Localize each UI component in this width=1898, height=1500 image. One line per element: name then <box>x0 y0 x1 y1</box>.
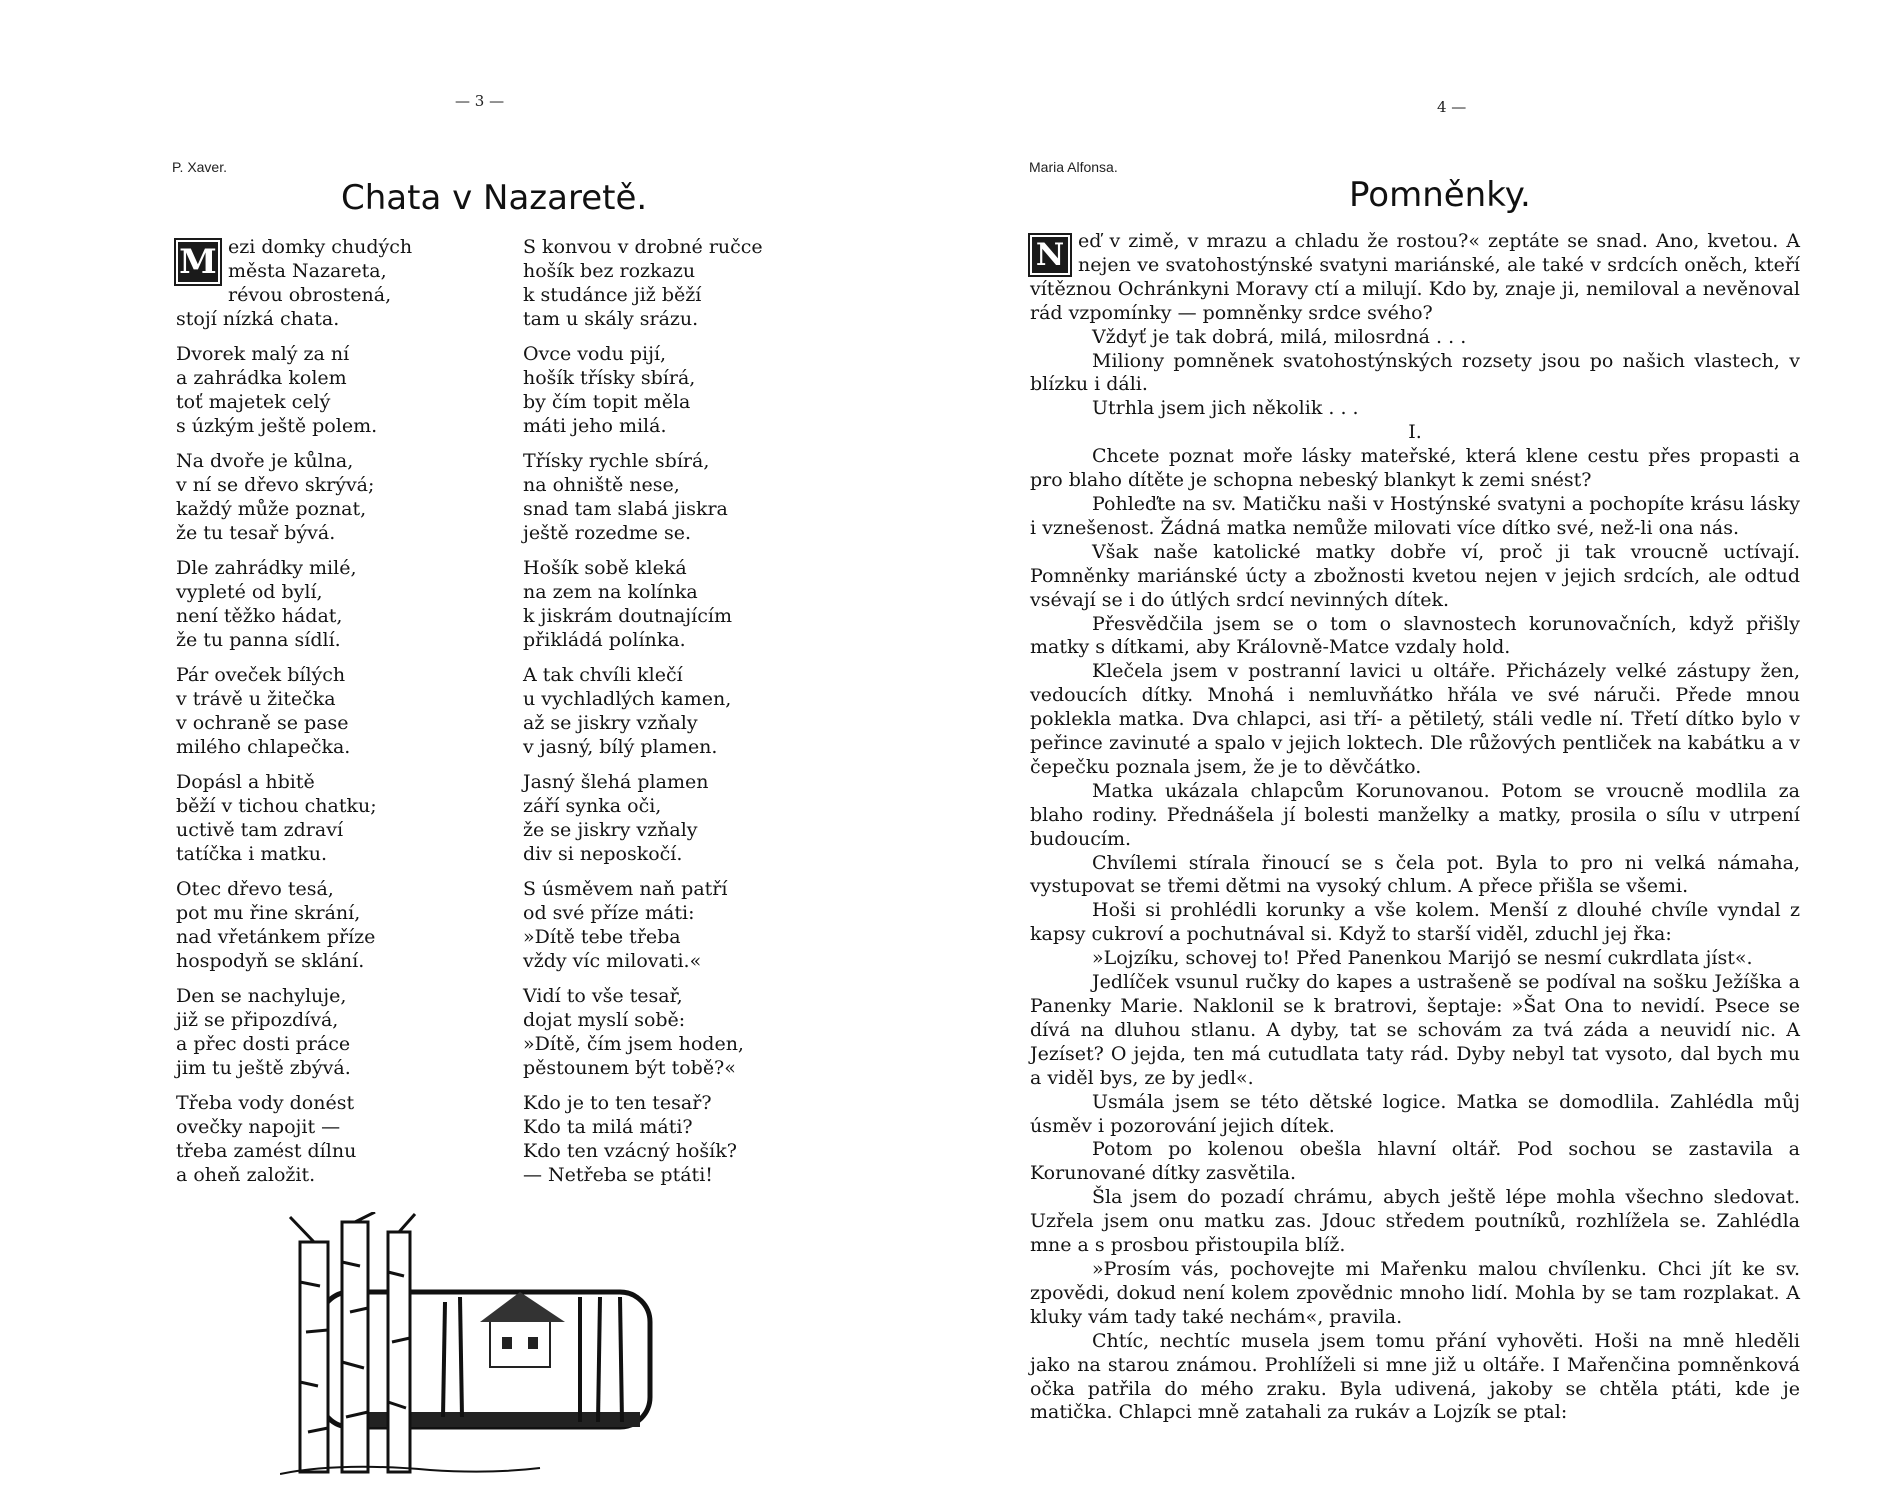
paragraph: »Prosím vás, pochovejte mi Mařenku malou chvílenku. Chci jít ke sv. zpovědi, dokud není kolem zpovědnic mnoho lidí. Mohla by se tam rozplakat. A kluky vám tady také nechám«, pravila. <box>1030 1257 1800 1328</box>
stanza <box>176 235 466 331</box>
poem-line: Na dvoře je kůlna, <box>176 450 354 472</box>
poem-line: nad vřetánkem příze <box>176 926 376 948</box>
poem-line: až se jiskry vzňaly <box>523 712 698 734</box>
poem-line: není těžko hádat, <box>176 605 343 627</box>
right-page <box>949 0 1898 1500</box>
poem-line: a oheň založit. <box>176 1164 316 1186</box>
paragraph: Chtíc, nechtíc musela jsem tomu přání vyhověti. Hoši na mně hleděli jako na starou známou. Prohlíželi si mne již u oltáře. I Mařenčina pomněnková očka patřila do mého zraku. Byla udivená, jakoby se chtěla ptáti, kde je matička. Chlapci mně zatahali za rukáv a Lojzík se ptal: <box>1030 1329 1800 1424</box>
poem-line: div si neposkočí. <box>523 843 683 865</box>
poem-line: a přec dosti práce <box>176 1033 351 1055</box>
poem-line: ezi domky chudých <box>228 236 413 258</box>
paragraph: Pohleďte na sv. Matičku naši v Hostýnské svatyni a pochopíte krásu lásky i vznešenost. Žádná matka nemůže milovati více dítko své, než-li ona nás. <box>1030 492 1800 539</box>
paragraph: Usmála jsem se této dětské logice. Matka se domodlila. Zahlédla můj úsměv i pozorování jejich dítek. <box>1030 1090 1800 1137</box>
stanza <box>523 342 813 438</box>
stanza <box>523 449 813 545</box>
stanza <box>523 1091 813 1187</box>
drop-cap-n: N <box>1028 233 1072 277</box>
poem-line: Kdo je to ten tesař? <box>523 1092 712 1114</box>
poem-line: hospodyň se sklání. <box>176 950 365 972</box>
stanza <box>523 984 813 1080</box>
poem-line: hošík třísky sbírá, <box>523 367 696 389</box>
poem-line: pot mu řine skrání, <box>176 902 361 924</box>
stanza <box>176 770 466 866</box>
poem-line: snad tam slabá jiskra <box>523 498 728 520</box>
stanza <box>176 1091 466 1187</box>
poem-line: uctivě tam zdraví <box>176 819 344 841</box>
poem-line: září synka oči, <box>523 795 662 817</box>
page-number-right: 4 — <box>1437 98 1467 116</box>
poem-line: přikládá polínka. <box>523 629 686 651</box>
poem-line: Otec dřevo tesá, <box>176 878 334 900</box>
poem-line: S konvou v drobné ručce <box>523 236 763 258</box>
paragraph: Klečela jsem v postranní lavici u oltáře. Přicházely velké zástupy žen, vedoucích dítky. Mnohá i nemluvňátko hřála ve své náruči. Přede mnou poklekla matka. Dva chlapci, asi tří- a pětiletý, stáli vedle ní. Třetí dítko bylo v peřince zavinuté a spalo v jejich loktech. Dle růžových pentliček na kabátku a v čepečku poznala jsem, že je to děvčátko. <box>1030 660 1800 778</box>
poem-line: — Netřeba se ptáti! <box>523 1164 713 1186</box>
poem-line: k studánce již běží <box>523 284 702 306</box>
poem-line: A tak chvíli klečí <box>523 664 683 686</box>
poem-line: hošík bez rozkazu <box>523 260 696 282</box>
paragraph: Utrhla jsem jich několik . . . <box>1092 397 1359 420</box>
forest-cottage-illustration <box>280 1212 700 1480</box>
poem-column-2 <box>523 235 813 1198</box>
poem-line: ještě rozedme se. <box>523 522 692 544</box>
poem-line: toť majetek celý <box>176 391 331 413</box>
poem-line: milého chlapečka. <box>176 736 351 758</box>
paragraph: »Lojzíku, schovej to! Před Panenkou Marijó se nesmí cukrdlata jíst«. <box>1092 947 1753 970</box>
poem-line: Hošík sobě kleká <box>523 557 687 579</box>
paragraph: Matka ukázala chlapcům Korunovanou. Potom se vroucně modlila za blaho rodiny. Přednášela jí bolesti manželky a matky, prosila o sílu v utrpení budoucím. <box>1030 779 1800 850</box>
poem-line: města Nazareta, <box>228 260 387 282</box>
poem-line: Třísky rychle sbírá, <box>523 450 710 472</box>
paragraph: Chcete poznat moře lásky mateřské, která klene cestu přes propasti a pro blaho dítěte je schopna nebeský blankyt k zemi snést? <box>1030 445 1800 492</box>
author-left: P. Xaver. <box>172 159 228 175</box>
poem-line: že tu panna sídlí. <box>176 629 341 651</box>
poem-line: Dopásl a hbitě <box>176 771 315 793</box>
stanza <box>523 556 813 652</box>
poem-line: Kdo ta milá máti? <box>523 1116 693 1138</box>
paragraph: Potom po kolenou obešla hlavní oltář. Pod sochou se zastavila a Korunované dítky zasvětila. <box>1030 1138 1800 1185</box>
poem-column-1 <box>176 235 466 1198</box>
poem-line: jim tu ještě zbývá. <box>176 1057 351 1079</box>
poem-line: Dvorek malý za ní <box>176 343 350 365</box>
poem-line: Vidí to vše tesař, <box>523 985 683 1007</box>
stanza <box>523 235 813 331</box>
poem-line: vždy víc milovati.« <box>523 950 702 972</box>
poem-line: že tu tesař bývá. <box>176 522 336 544</box>
poem-line: máti jeho milá. <box>523 415 667 437</box>
poem-title: Chata v Nazaretě. <box>341 178 648 218</box>
poem-line: již se připozdívá, <box>176 1009 339 1031</box>
paragraph: Přesvědčila jsem se o tom o slavnostech korunovačních, když přišly matky s dítkami, aby Královně-Matce vzdaly hold. <box>1030 612 1800 659</box>
prose-title: Pomněnky. <box>1349 175 1531 215</box>
poem-line: Jasný šlehá plamen <box>523 771 709 793</box>
poem-line: »Dítě, čím jsem hoden, <box>523 1033 744 1055</box>
paragraph: Miliony pomněnek svatohostýnských rozsety jsou po našich vlastech, v blízku i dáli. <box>1030 349 1800 396</box>
stanza <box>176 449 466 545</box>
author-right: Maria Alfonsa. <box>1029 159 1118 175</box>
drop-cap-m: M <box>174 238 222 286</box>
stanza <box>523 877 813 973</box>
poem-line: Třeba vody donést <box>176 1092 355 1114</box>
stanza <box>176 556 466 652</box>
poem-line: že se jiskry vzňaly <box>523 819 698 841</box>
poem-line: Ovce vodu pijí, <box>523 343 667 365</box>
poem-line: tam u skály srázu. <box>523 308 699 330</box>
poem-line: Pár oveček bílých <box>176 664 346 686</box>
stanza <box>176 877 466 973</box>
poem-line: s úzkým ještě polem. <box>176 415 378 437</box>
poem-line: stojí nízká chata. <box>176 308 340 330</box>
poem-line: od své příze máti: <box>523 902 695 924</box>
section-heading: I. <box>1408 421 1422 444</box>
poem-line: v trávě u žitečka <box>176 688 336 710</box>
poem-line: Dle zahrádky milé, <box>176 557 357 579</box>
paragraph: Chvílemi stírala řinoucí se s čela pot. Byla to pro ni velká námaha, vystupovat se třemi dětmi na vysoký chlum. A přece přišla se všemi. <box>1030 851 1800 898</box>
poem-line: na ohniště nese, <box>523 474 680 496</box>
poem-line: Den se nachyluje, <box>176 985 347 1007</box>
poem-line: u vychladlých kamen, <box>523 688 732 710</box>
stanza <box>176 984 466 1080</box>
poem-line: a zahrádka kolem <box>176 367 347 389</box>
paragraph: Hoši si prohlédli korunky a vše kolem. Menší z dlouhé chvíle vyndal z kapsy cukroví a pochutnával si. Když to starší viděl, zduchl jej řka: <box>1030 899 1800 946</box>
poem-line: v jasný, bílý plamen. <box>523 736 718 758</box>
poem-line: Kdo ten vzácný hošík? <box>523 1140 737 1162</box>
paragraph: Šla jsem do pozadí chrámu, abych ještě lépe mohla všechno sledovat. Uzřela jsem onu matku zas. Jdouc středem poutníků, rozhlížela se. Zahlédla mne a s prosbou přistoupila blíž. <box>1030 1186 1800 1257</box>
poem-line: dojat myslí sobě: <box>523 1009 686 1031</box>
first-paragraph: N eď v zimě, v mrazu a chladu že rostou?« zeptáte se snad. Ano, kvetou. A nejen ve svatohostýnské svatyni mariánské, ale také v srdcích oněch, kteří vítěznou Ochránkyni Moravy ctí a milují. Kdo by, znaje ji, nemiloval a nevěnoval rád vzpomínky — pomněnky srdce svého? <box>1030 230 1800 324</box>
poem-line: v ochraně se pase <box>176 712 349 734</box>
prose-body <box>1030 230 1800 1425</box>
stanza <box>523 663 813 759</box>
poem-line: třeba zamést dílnu <box>176 1140 357 1162</box>
poem-line: vypleté od bylí, <box>176 581 323 603</box>
stanza <box>523 770 813 866</box>
poem-line: ovečky napojit — <box>176 1116 341 1138</box>
poem-line: na zem na kolínka <box>523 581 698 603</box>
stanza <box>176 342 466 438</box>
poem-line: k jiskrám doutnajícím <box>523 605 732 627</box>
paragraph: Vždyť je tak dobrá, milá, milosrdná . . . <box>1092 325 1467 348</box>
poem-line: by čím topit měla <box>523 391 691 413</box>
poem-line: v ní se dřevo skrývá; <box>176 474 375 496</box>
stanza <box>176 663 466 759</box>
poem-line: běží v tichou chatku; <box>176 795 377 817</box>
paragraph: Jedlíček vsunul ručky do kapes a ustrašeně se podíval na sošku Ježíška a Panenky Marie. Naklonil se k bratrovi, šeptaje: »Šat Ona to nevidí. Psece se dívá na dluhou stlanu. A dyby, tat se schovám za tvá záda a neuvidí nic. A Jezíset? O jejda, ten má cutudlata taty rád. Dyby nebyl tat vysoto, dal bych mu a viděl bys, ze by jedl«. <box>1030 971 1800 1089</box>
poem-line: »Dítě tebe třeba <box>523 926 681 948</box>
page-number-left: — 3 — <box>455 92 505 110</box>
poem-line: pěstounem být tobě?« <box>523 1057 736 1079</box>
paragraph: Však naše katolické matky dobře ví, proč ji tak vroucně uctívají. Pomněnky mariánské úcty a zbožnosti kvetou nejen v jejich srdcích, ale odtud vsévají se i do útlých srdcí nevinných dítek. <box>1030 540 1800 611</box>
poem-line: révou obrostená, <box>228 284 392 306</box>
poem-line: tatíčka i matku. <box>176 843 328 865</box>
poem-line: S úsměvem naň patří <box>523 878 728 900</box>
poem-line: každý může poznat, <box>176 498 367 520</box>
